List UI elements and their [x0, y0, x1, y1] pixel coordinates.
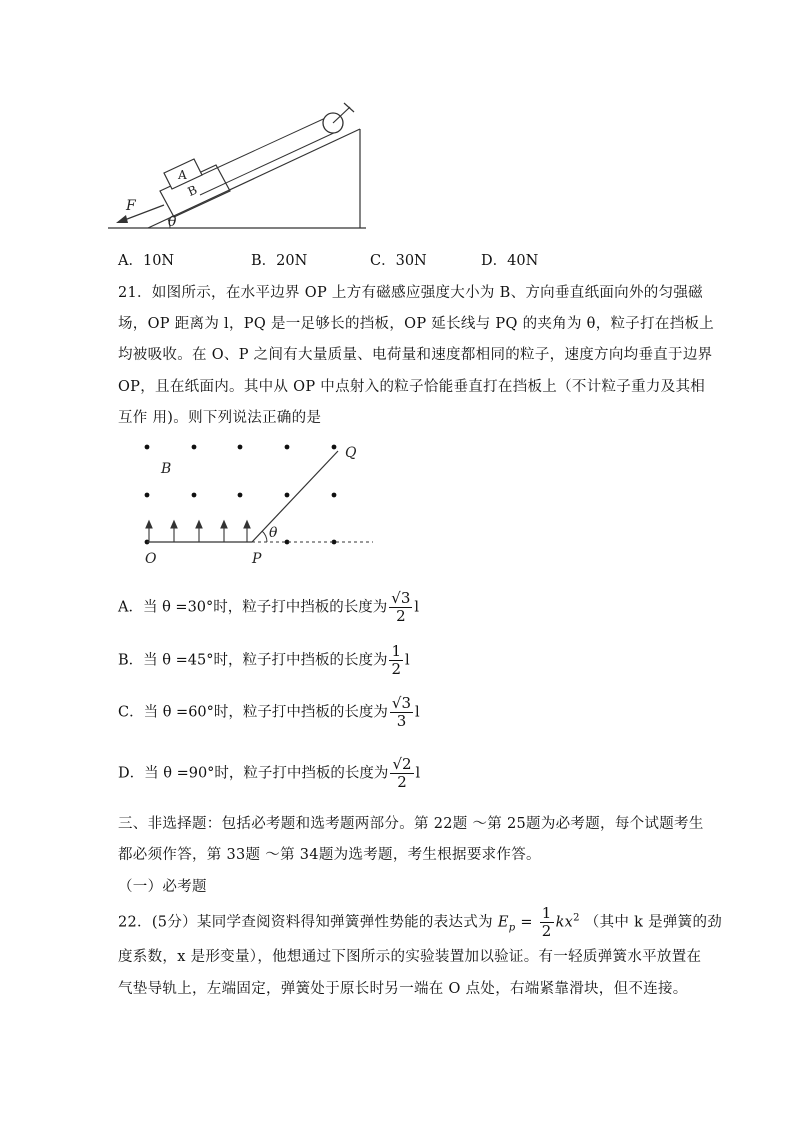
label-P: P — [252, 551, 262, 567]
label-Q: Q — [345, 445, 357, 461]
label-B: B — [185, 182, 200, 200]
q21-line-1: 21．如图所示，在水平边界 OP 上方有磁感应强度大小为 B、方向垂直纸面向外的匀强磁 — [118, 285, 703, 301]
label-F: F — [126, 198, 136, 214]
q21-option-d: D．当 θ =90°时，粒子打中挡板的长度为 $\frac{√2}{2}$ l — [118, 755, 421, 791]
q20-option-b: B．20N — [251, 253, 308, 269]
section3-line-2: 都必须作答，第 33题 ～第 34题为选考题，考生根据要求作答。 — [118, 847, 541, 863]
label-theta: θ — [168, 214, 177, 230]
q21-line-2: 场，OP 距离为 l，PQ 是一足够长的挡板，OP 延长线与 PQ 的夹角为 θ，粒子打在挡板上 — [118, 316, 715, 332]
q22-line-2: 度系数，x 是形变量），他想通过下图所示的实验装置加以验证。有一轻质弹簧水平放置在 — [118, 949, 702, 965]
q20-option-d: D．40N — [481, 253, 539, 269]
q21-option-a: A．当 θ =30°时，粒子打中挡板的长度为 $\frac{√3}{2}$ l — [118, 589, 420, 625]
label-theta: θ — [269, 525, 278, 541]
label-O: O — [145, 551, 157, 567]
q21-line-5: 互作 用)。则下列说法正确的是 — [118, 410, 322, 426]
section3-line-1: 三、非选择题：包括必考题和选考题两部分。第 22题 ～第 25题为必考题，每个试题考生 — [118, 816, 704, 832]
q20-option-c: C．30N — [370, 253, 427, 269]
magnetic-field-figure — [135, 437, 380, 567]
q20-option-a: A．10N — [118, 253, 175, 269]
label-A: A — [178, 168, 187, 182]
incline-figure — [108, 95, 378, 235]
q21-line-3: 均被吸收。在 O、P 之间有大量质量、电荷量和速度都相同的粒子，速度方向均垂直于边界 — [118, 347, 713, 363]
q21-line-4: OP，且在纸面内。其中从 OP 中点射入的粒子恰能垂直打在挡板上（不计粒子重力及其相 — [118, 379, 706, 395]
q22-line-1: 22．(5分）某同学查阅资料得知弹簧弹性势能的表达式为 $E_p$ = $\frac{1}{2}$ $kx^2$ （其中 k 是弹簧的劲 — [118, 904, 723, 940]
q21-option-c: C．当 θ =60°时，粒子打中挡板的长度为 $\frac{√3}{3}$ l — [118, 694, 420, 730]
section3-subtitle: （一）必考题 — [118, 879, 207, 895]
q22-line-3: 气垫导轨上，左端固定，弹簧处于原长时另一端在 O 点处，右端紧靠滑块，但不连接。 — [118, 981, 688, 997]
label-B: B — [161, 461, 172, 477]
q21-option-b: B．当 θ =45°时，粒子打中挡板的长度为 $\frac{1}{2}$ l — [118, 642, 410, 678]
